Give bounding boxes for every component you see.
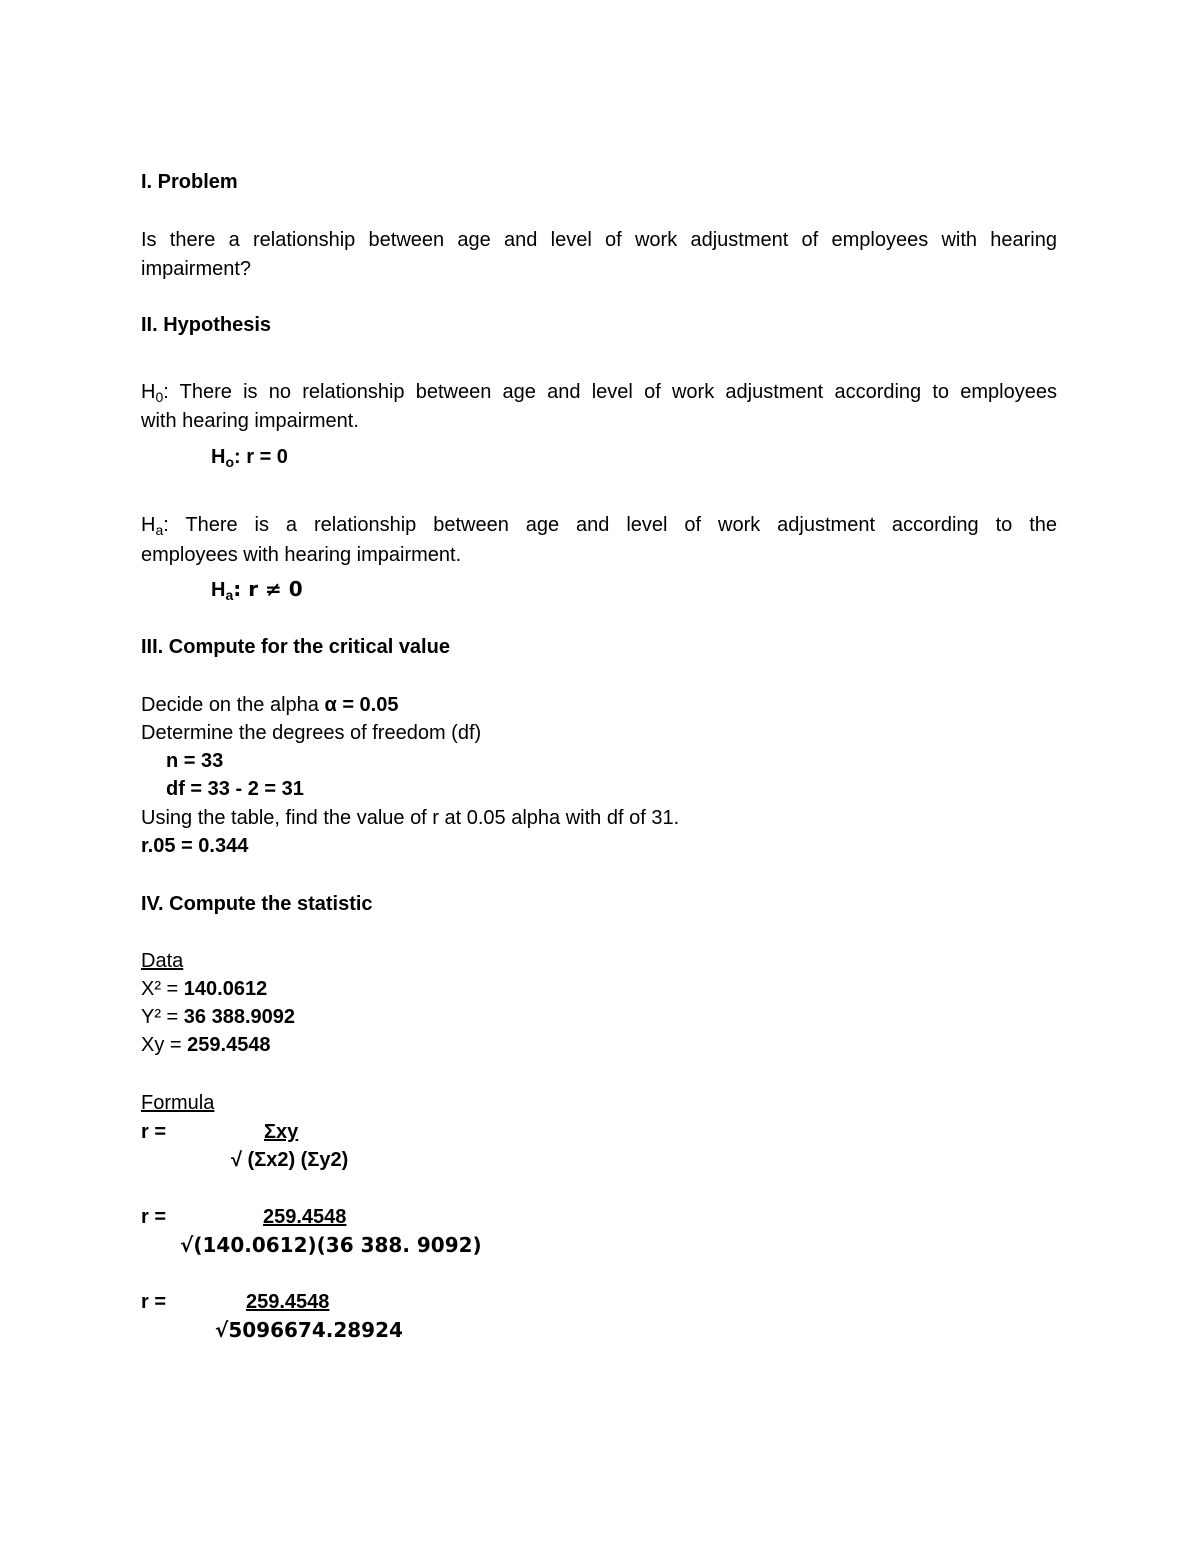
data-label: Data bbox=[141, 950, 184, 972]
y-squared-line bbox=[141, 1005, 295, 1029]
degrees-of-freedom: df = 33 - 2 = 31 bbox=[166, 778, 304, 800]
ha-formula-symbol: H bbox=[211, 579, 226, 601]
alt-hypothesis-text bbox=[141, 514, 1057, 536]
x-squared-label: X² = bbox=[141, 978, 184, 1000]
null-hypothesis-formula bbox=[211, 445, 288, 469]
y-squared-value: 36 388.9092 bbox=[183, 1006, 296, 1028]
y-squared-label: Y² = bbox=[141, 1006, 184, 1028]
formula3-r: r = bbox=[141, 1291, 167, 1313]
alpha-value: α = 0.05 bbox=[324, 694, 399, 716]
formula-label: Formula bbox=[141, 1092, 215, 1114]
x-squared-line bbox=[141, 977, 267, 1001]
formula2-numerator: 259.4548 bbox=[263, 1206, 347, 1228]
ha-statement: : There is a relationship between age and level of work adjustment according to the bbox=[163, 514, 1057, 536]
x-squared-value: 140.0612 bbox=[183, 978, 268, 1000]
xy-value: 259.4548 bbox=[187, 1034, 271, 1056]
xy-line bbox=[141, 1033, 271, 1057]
ha-formula-expression: : r ≠ 0 bbox=[233, 577, 303, 601]
table-instruction: Using the table, find the value of r at 0.05 alpha with df of 31. bbox=[141, 807, 680, 829]
sample-size: n = 33 bbox=[166, 750, 224, 772]
critical-r-value: r.05 = 0.344 bbox=[141, 835, 249, 857]
ha-symbol: H bbox=[141, 514, 156, 536]
alt-hypothesis-line1 bbox=[141, 513, 1057, 537]
formula1-denominator: √ (Σx2) (Σy2) bbox=[231, 1149, 349, 1171]
formula1-numerator: Σxy bbox=[264, 1121, 299, 1143]
ha-subscript: a bbox=[155, 522, 164, 538]
null-hypothesis-line1 bbox=[141, 380, 1057, 404]
formula2-r: r = bbox=[141, 1206, 167, 1228]
h0-formula-subscript: o bbox=[225, 454, 235, 470]
null-hypothesis-text bbox=[141, 381, 1057, 403]
problem-question-line2: impairment? bbox=[141, 258, 252, 280]
formula3-numerator: 259.4548 bbox=[246, 1291, 330, 1313]
alpha-line bbox=[141, 693, 398, 717]
h0-formula-expression: : r = 0 bbox=[234, 446, 288, 468]
alt-hypothesis-formula bbox=[211, 577, 303, 602]
alt-hypothesis-line2: employees with hearing impairment. bbox=[141, 544, 462, 566]
problem-question-line1 bbox=[141, 228, 1057, 252]
h0-formula-symbol: H bbox=[211, 446, 226, 468]
null-hypothesis-line2: with hearing impairment. bbox=[141, 410, 359, 432]
section-heading-hypothesis: II. Hypothesis bbox=[141, 314, 272, 336]
h0-symbol: H bbox=[141, 381, 156, 403]
formula1-r: r = bbox=[141, 1121, 167, 1143]
problem-question-text: Is there a relationship between age and level of work adjustment of employees with hearing bbox=[141, 229, 1057, 251]
section-heading-statistic: IV. Compute the statistic bbox=[141, 893, 373, 915]
h0-subscript: 0 bbox=[155, 389, 164, 405]
formula3-denominator: √5096674.28924 bbox=[215, 1318, 403, 1342]
ha-formula-subscript: a bbox=[225, 587, 234, 603]
xy-label: Xy = bbox=[141, 1034, 188, 1056]
h0-statement: : There is no relationship between age and level of work adjustment according to employees bbox=[163, 381, 1057, 403]
formula2-denominator: √(140.0612)(36 388. 9092) bbox=[180, 1233, 482, 1257]
section-heading-critical-value: III. Compute for the critical value bbox=[141, 636, 450, 658]
df-instruction: Determine the degrees of freedom (df) bbox=[141, 722, 482, 744]
section-heading-problem: I. Problem bbox=[141, 171, 238, 193]
alpha-text: Decide on the alpha bbox=[141, 694, 325, 716]
